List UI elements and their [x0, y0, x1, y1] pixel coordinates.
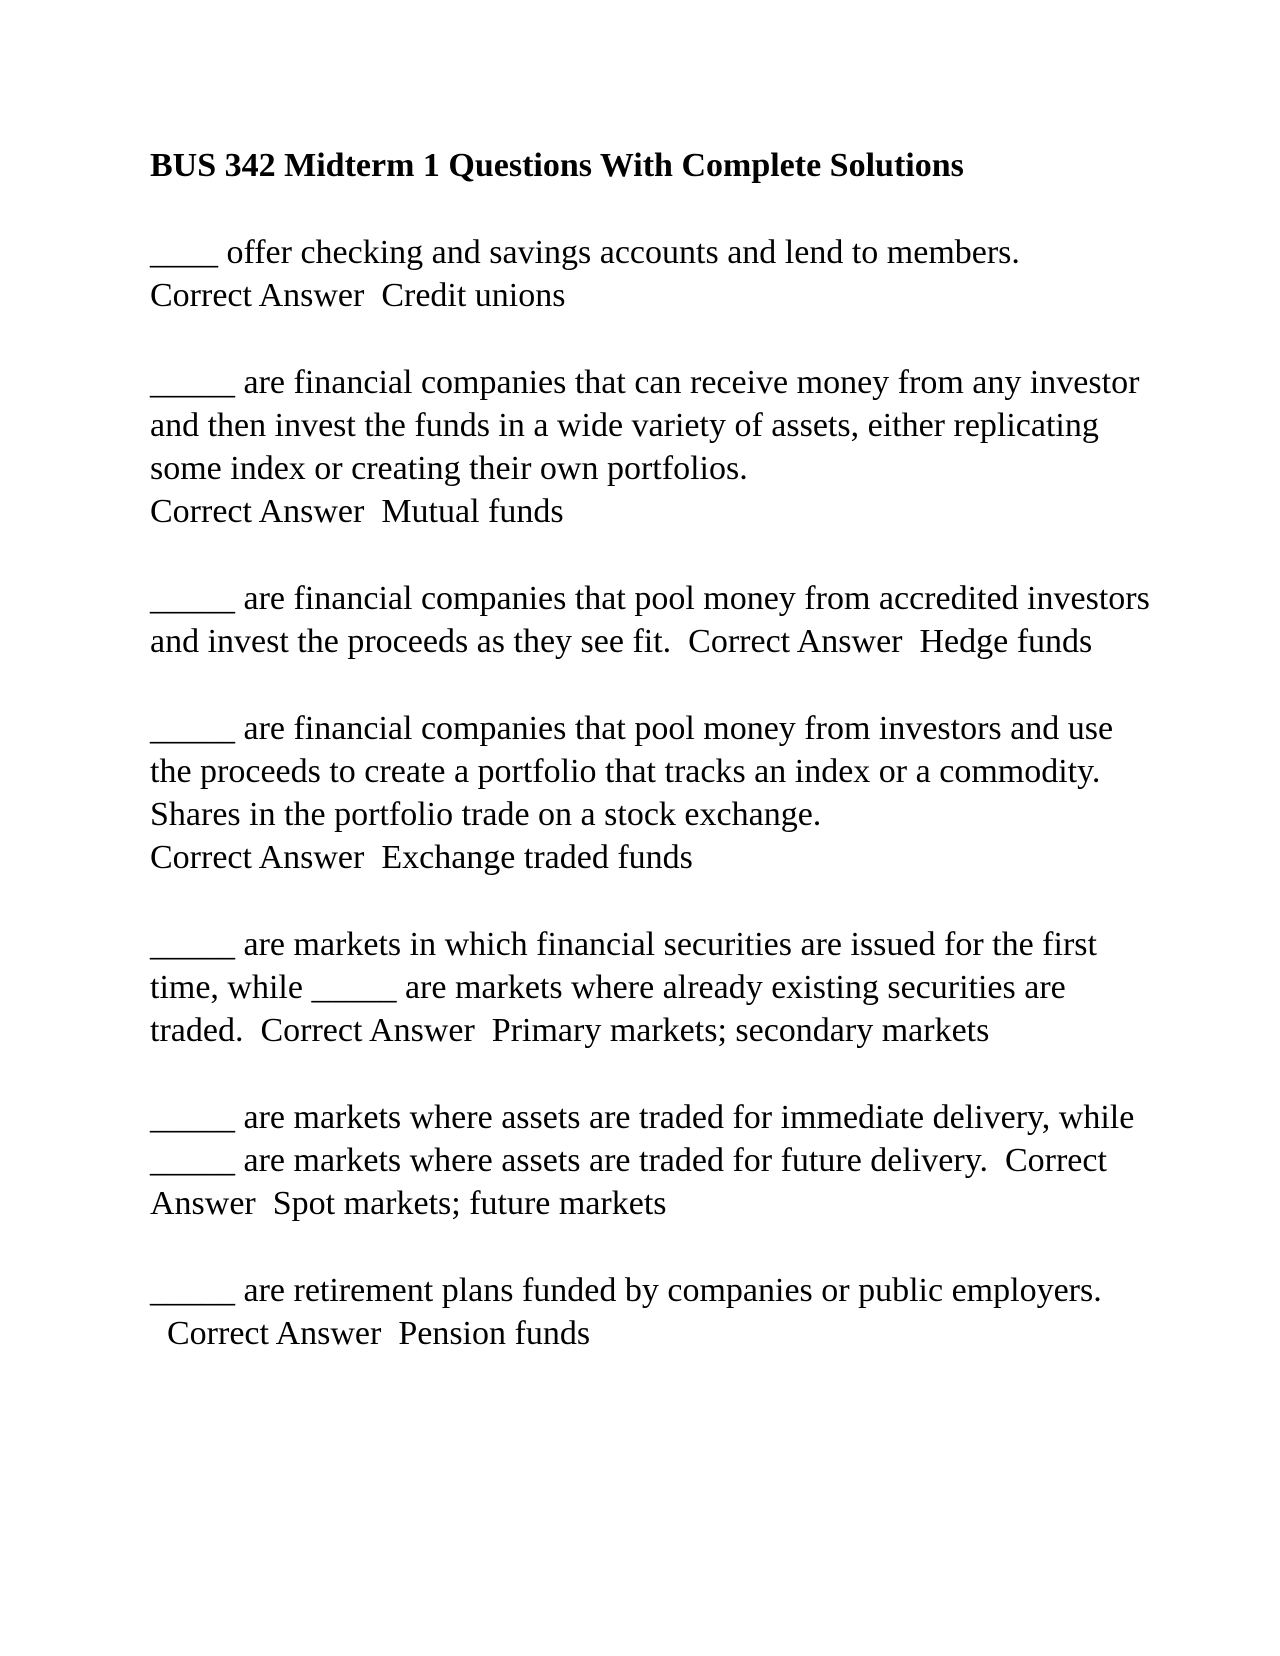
- qa-item: [150, 923, 1160, 1052]
- answer-text: Exchange traded funds: [381, 839, 693, 876]
- qa-item: [150, 1096, 1160, 1225]
- question-text: _____ are financial companies that can receive money from any investor and then invest the funds in a wide variety of assets, either replicating some index or creating their own portfolios.: [150, 364, 1140, 487]
- qa-item: [150, 361, 1160, 533]
- answer-label: Correct Answer: [167, 1315, 382, 1352]
- answer-text: Primary markets; secondary markets: [491, 1012, 990, 1049]
- document-title: BUS 342 Midterm 1 Questions With Complete Solutions: [150, 147, 964, 184]
- qa-item: [150, 577, 1160, 663]
- answer-label: Correct Answer: [150, 1142, 1107, 1222]
- question-text: _____ are markets where assets are traded for immediate delivery, while _____ are markets where assets are traded for future delivery.: [150, 1099, 1135, 1179]
- answer-text: Mutual funds: [381, 493, 564, 530]
- answer-text: Credit unions: [381, 277, 566, 314]
- answer-label: Correct Answer: [150, 277, 365, 314]
- answer-label: Correct Answer: [688, 623, 903, 660]
- answer-label: Correct Answer: [150, 839, 365, 876]
- answer-text: Pension funds: [398, 1315, 591, 1352]
- question-text: _____ are financial companies that pool money from investors and use the proceeds to create a portfolio that tracks an index or a commodity. Shares in the portfolio trade on a stock exchange.: [150, 710, 1114, 833]
- question-text: _____ are retirement plans funded by companies or public employers.: [150, 1272, 1102, 1309]
- question-text: ____ offer checking and savings accounts and lend to members.: [150, 234, 1020, 271]
- question-text: _____ are markets in which financial securities are issued for the first time, while _____ are markets where already existing securities are traded.: [150, 926, 1097, 1049]
- qa-item: [150, 707, 1160, 879]
- answer-text: Spot markets; future markets: [272, 1185, 667, 1222]
- answer-label: Correct Answer: [260, 1012, 475, 1049]
- answer-text: Hedge funds: [919, 623, 1093, 660]
- answer-label: Correct Answer: [150, 493, 365, 530]
- qa-item: [150, 231, 1160, 317]
- document-content: [150, 146, 1160, 1399]
- question-text: _____ are financial companies that pool money from accredited investors and invest the proceeds as they see fit.: [150, 580, 1150, 660]
- qa-item: [150, 1269, 1160, 1355]
